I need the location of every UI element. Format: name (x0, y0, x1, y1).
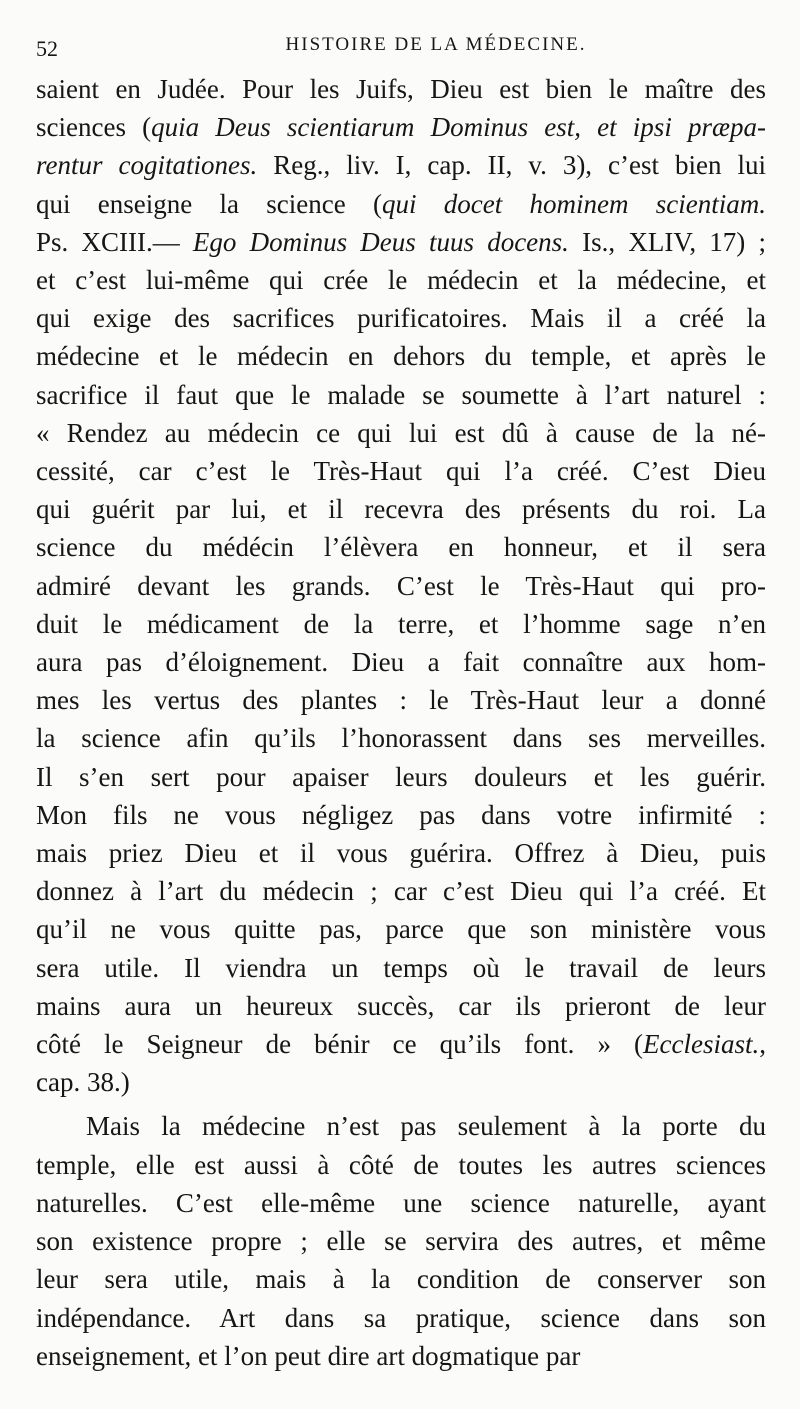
text-line: naturelles. C’est elle-même une science naturelle, ayant (36, 1187, 766, 1218)
text-line: son existence propre ; elle se servira des autres, et même (36, 1226, 766, 1257)
text-segment: côté le Seigneur de bénir ce qu’ils font. » ( (36, 1029, 644, 1060)
text-line: Il s’en sert pour apaiser leurs douleurs et les guérir. (36, 761, 766, 792)
text-line: cessité, car c’est le Très-Haut qui l’a créé. C’est Dieu (36, 456, 766, 487)
text-line: indépendance. Art dans sa pratique, science dans son (36, 1302, 766, 1333)
page-header (36, 30, 776, 66)
page-number: 52 (36, 36, 58, 61)
italic-text: quia Deus scientiarum Dominus est, et ipsi præpa- (151, 112, 766, 143)
text-line: qui guérit par lui, et il recevra des présents du roi. La (36, 494, 766, 525)
text-line (36, 185, 766, 223)
italic-text: Ego Dominus Deus tuus docens. (192, 226, 569, 257)
running-title: HISTOIRE DE LA MÉDECINE. (285, 34, 587, 55)
text-line: enseignement, et l’on peut dire art dogmatique par (36, 1340, 581, 1371)
text-line: Mon fils ne vous négligez pas dans votre infirmité : (36, 799, 766, 830)
italic-text: Ecclesiast. (643, 1029, 760, 1060)
text-line: qu’il ne vous quitte pas, parce que son ministère vous (36, 914, 766, 945)
text-line: médecine et le médecin en dehors du temple, et après le (36, 341, 766, 372)
text-line: mains aura un heureux succès, car ils prieront de leur (36, 990, 766, 1021)
text-line: la science afin qu’ils l’honorassent dans ses merveilles. (36, 723, 766, 754)
text-line (36, 108, 766, 146)
text-line: sera utile. Il viendra un temps où le travail de leurs (36, 952, 766, 983)
text-line: temple, elle est aussi à côté de toutes les autres sciences (36, 1149, 766, 1180)
text-segment: Is., XLIV, 17) ; (568, 226, 766, 257)
text-line: cap. 38.) (36, 1067, 130, 1098)
text-line: qui exige des sacrifices purificatoires. Mais il a créé la (36, 303, 766, 334)
paragraph (36, 1107, 766, 1374)
italic-text: qui docet hominem scientiam. (381, 188, 766, 219)
text-line: sacrifice il faut que le malade se soumette à l’art naturel : (36, 379, 766, 410)
text-segment: sciences ( (36, 112, 152, 143)
body-text (36, 70, 766, 1375)
text-line: science du médécin l’élèvera en honneur, et il sera (36, 532, 766, 563)
text-segment: qui enseigne la science ( (36, 188, 382, 219)
text-line: duit le médicament de la terre, et l’homme sage n’en (36, 608, 766, 639)
text-line (36, 146, 766, 184)
text-line: leur sera utile, mais à la condition de conserver son (36, 1264, 766, 1295)
text-segment: Ps. XCIII.— (36, 226, 193, 257)
text-line: saient en Judée. Pour les Juifs, Dieu est bien le maître des (36, 74, 766, 104)
text-line: admiré devant les grands. C’est le Très-Haut qui pro- (36, 570, 766, 601)
paragraph (36, 70, 766, 1101)
text-segment: , (759, 1029, 766, 1060)
text-segment: Reg., liv. I, cap. II, v. 3), c’est bien lui (257, 150, 766, 181)
text-line: « Rendez au médecin ce qui lui est dû à cause de la né- (36, 417, 766, 448)
text-line (36, 1025, 766, 1063)
text-line: aura pas d’éloignement. Dieu a fait connaître aux hom- (36, 647, 766, 678)
text-line: donnez à l’art du médecin ; car c’est Dieu qui l’a créé. Et (36, 876, 766, 907)
text-line (36, 223, 766, 261)
text-line: mais priez Dieu et il vous guérira. Offrez à Dieu, puis (36, 838, 766, 869)
text-line: mes les vertus des plantes : le Très-Haut leur a donné (36, 685, 766, 716)
italic-text: rentur cogitationes. (36, 150, 258, 181)
text-line: et c’est lui-même qui crée le médecin et la médecine, et (36, 265, 766, 296)
text-line: Mais la médecine n’est pas seulement à la porte du (86, 1111, 766, 1142)
